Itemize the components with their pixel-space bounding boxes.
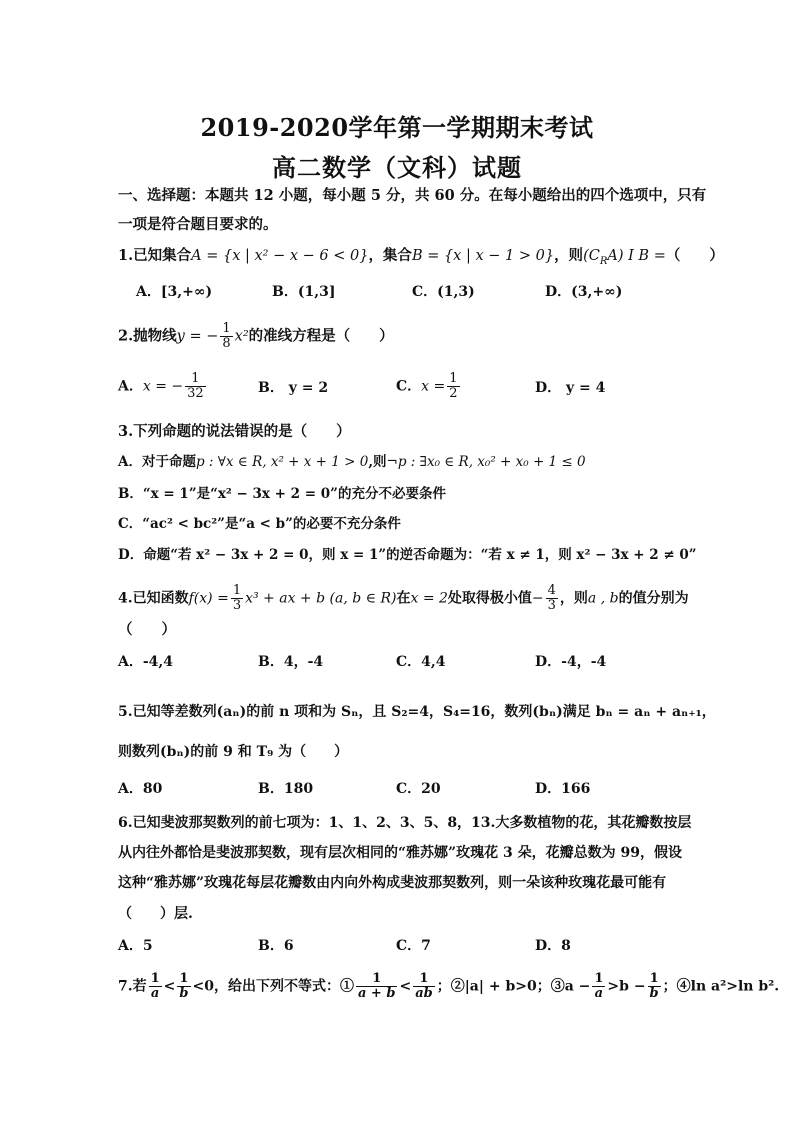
section-instructions-line1: 一、选择题：本题共 12 小题，每小题 5 分，共 60 分。在每小题给出的四个选项中，只有 [118, 187, 707, 204]
question-5-line1: 5.已知等差数列(aₙ)的前 n 项和为 Sₙ，且 S₂=4，S₄=16，数列(bₙ)满足 bₙ = aₙ + aₙ₊₁， [118, 704, 716, 720]
q2-option-c: C．x = $\frac{1}{2}$ [396, 371, 458, 401]
fraction: $\frac{1}{ab}$ [415, 971, 433, 1001]
set-a-expression: A = {x | x² − x − 6 < 0} [191, 248, 369, 264]
q5-option-a: A．80 [118, 781, 163, 797]
q6-option-c: C．7 [396, 938, 431, 954]
q1-option-a: A．[3,+∞) [136, 284, 213, 300]
fraction: $\frac{1}{2}$ [449, 371, 458, 401]
exam-subtitle: 高二数学（文科）试题 [272, 153, 522, 182]
q6-option-d: D．8 [535, 938, 571, 954]
q4-option-d: D．-4，-4 [535, 654, 607, 670]
q6-option-a: A．5 [118, 938, 153, 954]
question-4-stem: 4.已知函数f(x) = $\frac{1}{3}$ x³ + ax + b (a, b ∈ R)在x = 2处取得极小值− $\frac{4}{3}$ ，则a , b的值分别为 [118, 583, 689, 613]
q5-option-b: B．180 [258, 781, 314, 797]
section-instructions-line2: 一项是符合题目要求的。 [118, 216, 278, 233]
q1-option-c: C．(1,3) [412, 284, 475, 300]
question-3-stem: 3.下列命题的说法错误的是（ ） [118, 423, 351, 440]
question-6-line2: 从内往外都恰是斐波那契数，现有层次相同的“雅苏娜”玫瑰花 3 朵，花瓣总数为 99，假设 [118, 845, 682, 861]
set-b-expression: B = {x | x − 1 > 0} [411, 248, 555, 264]
fraction: $\frac{1}{b}$ [649, 971, 659, 1001]
q5-option-c: C．20 [396, 781, 441, 797]
question-5-line2: 则数列(bₙ)的前 9 和 T₉ 为（ ） [118, 744, 349, 760]
question-6-line1: 6.已知斐波那契数列的前七项为：1、1、2、3、5、8，13.大多数植物的花，其花瓣数按层 [118, 815, 692, 831]
exam-title: 2019-2020学年第一学期期末考试 [200, 113, 594, 142]
q3-option-c: C．“ac² < bc²”是“a < b”的必要不充分条件 [118, 516, 401, 532]
q5-option-d: D．166 [535, 781, 591, 797]
q1-option-d: D．(3,+∞) [545, 284, 623, 300]
q2-option-d: D． y = 4 [535, 380, 606, 396]
fraction: $\frac{1}{32}$ [187, 371, 204, 401]
question-2-stem: 2.抛物线y = − $\frac{1}{8}$ x²的准线方程是（ ） [118, 321, 394, 351]
q3-option-d: D．命题“若 x² − 3x + 2 = 0，则 x = 1”的逆否命题为：“若 x ≠ 1，则 x² − 3x + 2 ≠ 0” [118, 547, 697, 563]
question-6-line3: 这种“雅苏娜”玫瑰花每层花瓣数由内向外构成斐波那契数列，则一朵该种玫瑰花最可能有 [118, 875, 667, 891]
q6-option-b: B．6 [258, 938, 294, 954]
fraction: $\frac{1}{a}$ [594, 971, 604, 1001]
q2-option-a: A．x = − $\frac{1}{32}$ [118, 371, 204, 401]
question-7-stem: 7.若 $\frac{1}{a}$ < $\frac{1}{b}$ <0，给出下列不等式：① $\frac{1}{a + b}$ < $\frac{1}{ab}$ ；②|a| + b>0；③a − $\frac{1}{a}$ >b − $\frac{1}{b}$ ；④ln a²>ln b². [118, 971, 780, 1001]
q4-option-b: B．4，-4 [258, 654, 324, 670]
fraction: $\frac{1}{8}$ [222, 321, 231, 351]
fraction: $\frac{4}{3}$ [547, 583, 556, 613]
fraction: $\frac{1}{3}$ [232, 583, 242, 613]
q2-option-b: B． y = 2 [258, 380, 329, 396]
question-1-stem: 1.已知集合A = {x | x² − x − 6 < 0}，集合B = {x | x − 1 > 0}，则$(C_RA)$ I B =（ ） [118, 247, 724, 267]
q3-option-b: B．“x = 1”是“x² − 3x + 2 = 0”的充分不必要条件 [118, 486, 446, 502]
question-6-line4: （ ）层. [118, 906, 193, 922]
q4-option-c: C．4,4 [396, 654, 446, 670]
fraction: $\frac{1}{a + b}$ [357, 971, 396, 1001]
q4-option-a: A．-4,4 [118, 654, 174, 670]
q4-answer-paren: （ ） [118, 621, 176, 638]
q3-option-a: A．对于命题p : ∀x ∈ R, x² + x + 1 > 0,则¬p : ∃x₀ ∈ R, x₀² + x₀ + 1 ≤ 0 [118, 454, 586, 470]
fraction: $\frac{1}{a}$ [150, 971, 160, 1001]
fraction: $\frac{1}{b}$ [179, 971, 189, 1001]
q1-option-b: B．(1,3] [272, 284, 336, 300]
